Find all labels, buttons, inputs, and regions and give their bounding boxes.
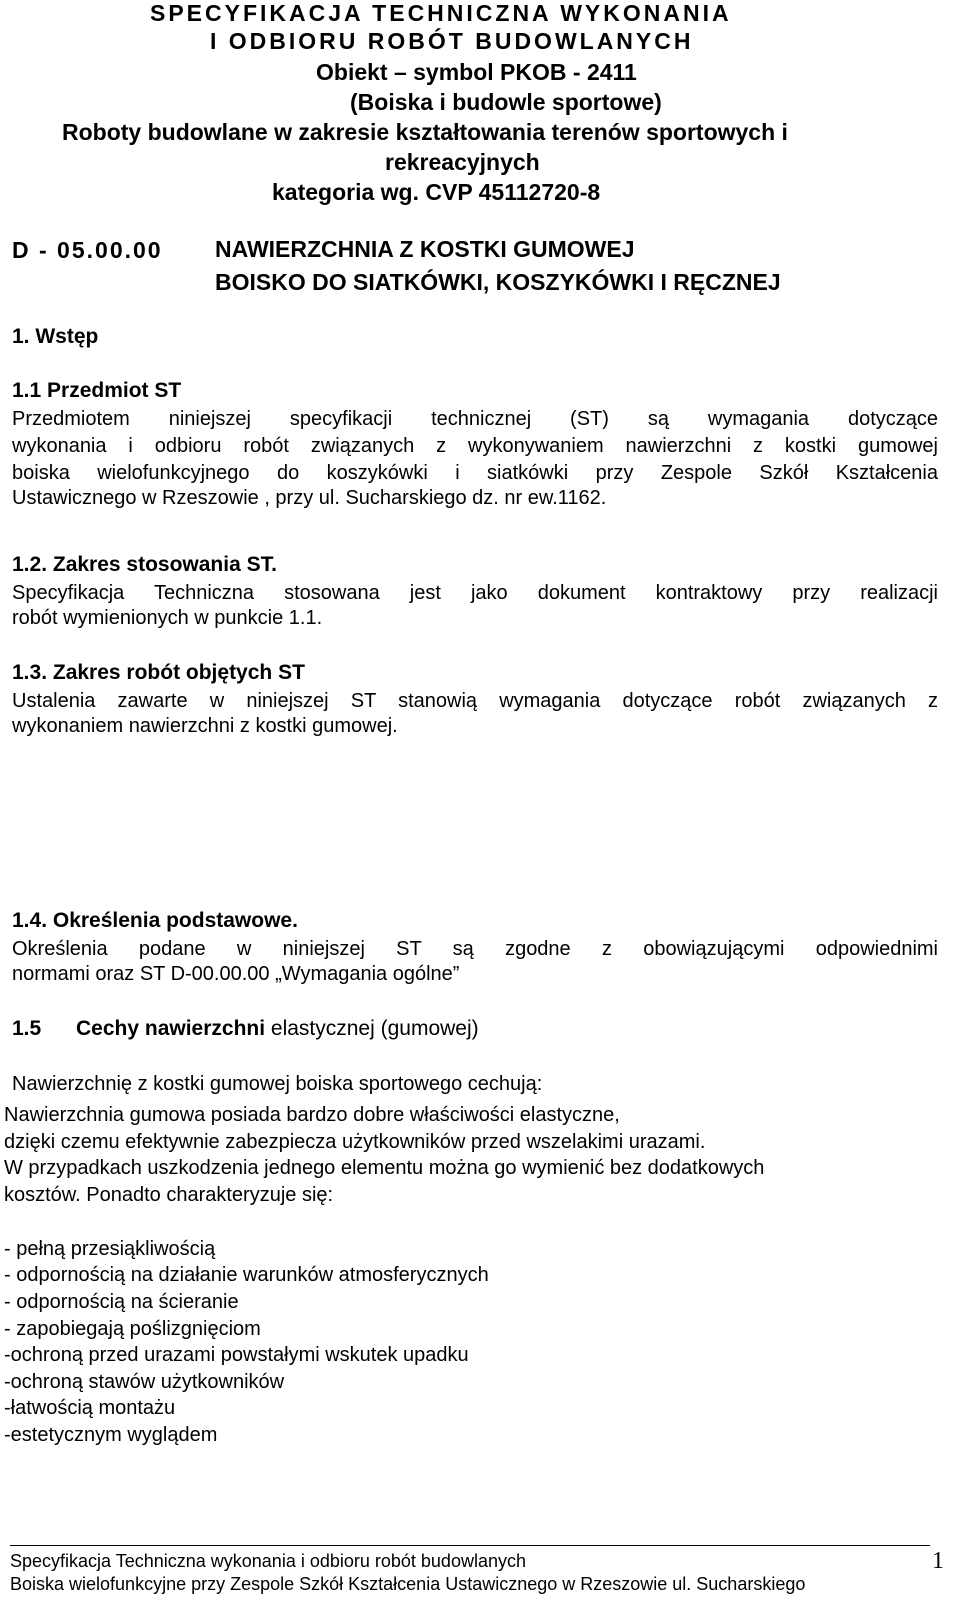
spec-title-line2: I ODBIORU ROBÓT BUDOWLANYCH <box>210 28 694 54</box>
paragraph-1-2-line: Specyfikacja Techniczna stosowana jest jako dokument kontraktowy przy realizacji <box>12 582 938 604</box>
feature-list-item: - zapobiegają poślizgnięciom <box>4 1318 261 1340</box>
section-heading-1-3: 1.3. Zakres robót objętych ST <box>12 661 305 684</box>
section-heading-1-5 <box>76 1017 479 1041</box>
object-symbol: Obiekt – symbol PKOB - 2411 <box>316 59 637 85</box>
footer-divider <box>10 1545 930 1546</box>
cvp-category: kategoria wg. CVP 45112720-8 <box>272 179 601 205</box>
paragraph-1-4-line: normami oraz ST D-00.00.00 „Wymagania ogólne” <box>12 963 460 985</box>
paragraph-1-1-line: Ustawicznego w Rzeszowie , przy ul. Sucharskiego dz. nr ew.1162. <box>12 487 607 509</box>
section-number-1-5: 1.5 <box>12 1017 42 1040</box>
footer-line1: Specyfikacja Techniczna wykonania i odbioru robót budowlanych <box>10 1551 526 1571</box>
paragraph-1-3-line: wykonaniem nawierzchni z kostki gumowej. <box>12 715 398 737</box>
paragraph-1-1-line: wykonania i odbioru robót związanych z wykonywaniem nawierzchni z kostki gumowej <box>12 435 938 457</box>
paragraph-1-2-line: robót wymienionych w punkcie 1.1. <box>12 607 323 629</box>
footer-line2: Boiska wielofunkcyjne przy Zespole Szkół Kształcenia Ustawicznego w Rzeszowie ul. Sucharskiego <box>10 1574 806 1594</box>
paragraph-1-4-line: Określenia podane w niniejszej ST są zgodne z obowiązującymi odpowiednimi <box>12 938 938 960</box>
feature-list-item: - odpornością na ścieranie <box>4 1291 239 1313</box>
paragraph-1-5-line: dzięki czemu efektywnie zabezpiecza użytkowników przed wszelakimi urazami. <box>4 1131 706 1153</box>
works-scope-line1: Roboty budowlane w zakresie kształtowania terenów sportowych i <box>62 119 788 145</box>
paragraph-1-1-line: boiska wielofunkcyjnego do koszykówki i siatkówki przy Zespole Szkół Kształcenia <box>12 462 938 484</box>
surface-title: NAWIERZCHNIA Z KOSTKI GUMOWEJ <box>215 236 635 262</box>
feature-list-item: -łatwością montażu <box>4 1397 176 1419</box>
section-heading-1-2: 1.2. Zakres stosowania ST. <box>12 553 277 576</box>
spec-title-line1: SPECYFIKACJA TECHNICZNA WYKONANIA <box>150 0 732 26</box>
works-scope-line2: rekreacyjnych <box>385 149 540 175</box>
feature-list-item: -ochroną przed urazami powstałymi wskutek upadku <box>4 1344 469 1366</box>
spec-code: D - 05.00.00 <box>12 237 163 263</box>
object-description: (Boiska i budowle sportowe) <box>350 89 662 115</box>
paragraph-1-5-line: W przypadkach uszkodzenia jednego elementu można go wymienić bez dodatkowych <box>4 1157 765 1179</box>
feature-list-item: -estetycznym wyglądem <box>4 1424 218 1446</box>
paragraph-1-5-line: Nawierzchnia gumowa posiada bardzo dobre właściwości elastyczne, <box>4 1104 620 1126</box>
section-heading-1-4: 1.4. Określenia podstawowe. <box>12 909 298 932</box>
feature-list-item: - odpornością na działanie warunków atmosferycznych <box>4 1264 489 1286</box>
feature-list-item: - pełną przesiąkliwością <box>4 1238 216 1260</box>
section-heading-1-5-bold: Cechy nawierzchni <box>76 1017 266 1040</box>
paragraph-1-5-line: kosztów. Ponadto charakteryzuje się: <box>4 1184 334 1206</box>
paragraph-1-1-line: Przedmiotem niniejszej specyfikacji technicznej (ST) są wymagania dotyczące <box>12 408 938 430</box>
paragraph-1-3-line: Ustalenia zawarte w niniejszej ST stanowią wymagania dotyczące robót związanych z <box>12 690 938 712</box>
section-heading-1-1: 1.1 Przedmiot ST <box>12 379 182 402</box>
feature-list-item: -ochroną stawów użytkowników <box>4 1371 285 1393</box>
section-heading-1-5-rest: elastycznej (gumowej) <box>265 1017 479 1040</box>
paragraph-1-5-intro: Nawierzchnię z kostki gumowej boiska sportowego cechują: <box>12 1073 543 1095</box>
field-title: BOISKO DO SIATKÓWKI, KOSZYKÓWKI I RĘCZNEJ <box>215 269 781 295</box>
page-number: 1 <box>932 1548 944 1574</box>
section-heading-introduction: 1. Wstęp <box>12 325 99 348</box>
